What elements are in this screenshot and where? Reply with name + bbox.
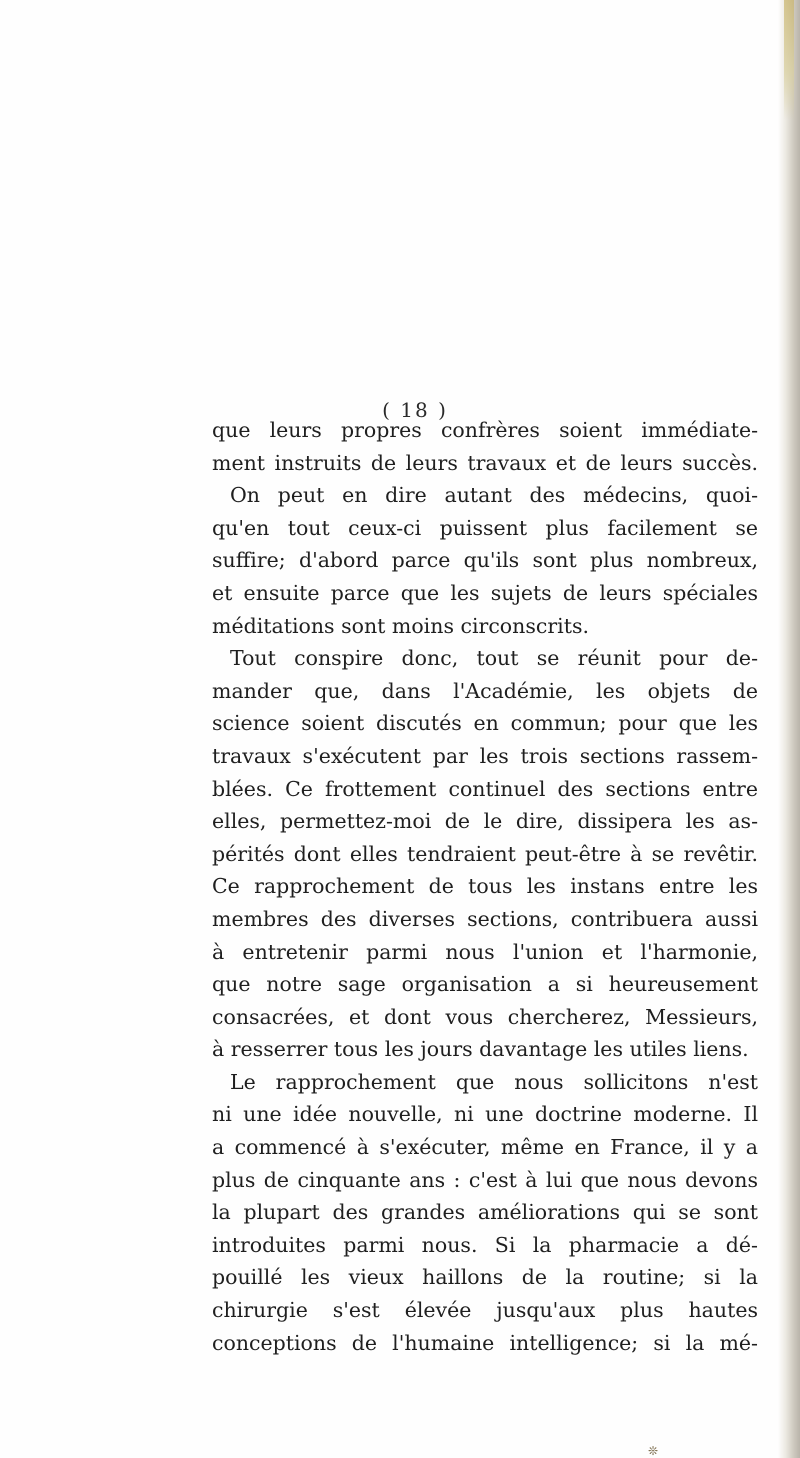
text-line: ni une idée nouvelle, ni une doctrine moderne. Il (212, 1102, 758, 1127)
text-line: et ensuite parce que les sujets de leurs spéciales (212, 580, 758, 605)
text-line: On peut en dire autant des médecins, quoi- (230, 483, 758, 508)
text-line: à resserrer tous les jours davantage les utiles liens. (212, 1037, 749, 1062)
text-line: Le rapprochement que nous sollicitons n'est (230, 1069, 758, 1094)
text-line: introduites parmi nous. Si la pharmacie a dé- (212, 1232, 758, 1257)
text-line: membres des diverses sections, contribuera aussi (212, 906, 758, 931)
text-line: travaux s'exécutent par les trois sections rassem- (212, 743, 758, 768)
text-line: Ce rapprochement de tous les instans entre les (212, 874, 758, 899)
text-line: Tout conspire donc, tout se réunit pour de- (230, 646, 758, 671)
text-line: méditations sont moins circonscrits. (212, 613, 589, 638)
text-line: que notre sage organisation a si heureusement (212, 972, 758, 997)
ink-speck: ❊ (648, 1444, 659, 1458)
text-line: chirurgie s'est élevée jusqu'aux plus hautes (212, 1298, 758, 1323)
text-line: pouillé les vieux haillons de la routine; si la (212, 1265, 758, 1290)
text-line: suffire; d'abord parce qu'ils sont plus nombreux, (212, 548, 758, 573)
body-text (212, 414, 758, 1359)
text-line: plus de cinquante ans : c'est à lui que nous devons (212, 1167, 758, 1192)
text-line: a commencé à s'exécuter, même en France, il y a (212, 1135, 758, 1160)
text-line: consacrées, et dont vous chercherez, Messieurs, (212, 1004, 758, 1029)
text-line: mander que, dans l'Académie, les objets de (212, 678, 758, 703)
text-line: la plupart des grandes améliorations qui se sont (212, 1200, 758, 1225)
text-line: qu'en tout ceux-ci puissent plus facilement se (212, 515, 758, 540)
text-line: blées. Ce frottement continuel des sections entre (212, 776, 758, 801)
text-line: à entretenir parmi nous l'union et l'harmonie, (212, 939, 758, 964)
text-line: conceptions de l'humaine intelligence; si la mé- (212, 1330, 758, 1355)
text-line: science soient discutés en commun; pour que les (212, 711, 758, 736)
text-line: que leurs propres confrères soient immédiate- (212, 418, 758, 442)
page-edge-shadow (778, 0, 800, 1458)
page-edge-stain (784, 0, 794, 120)
text-line: elles, permettez-moi de le dire, dissipera les as- (212, 809, 758, 834)
text-line: ment instruits de leurs travaux et de leurs succès. (212, 450, 758, 475)
page-number-text: ( 18 ) (382, 398, 448, 422)
text-line: pérités dont elles tendraient peut-être à se revêtir. (212, 841, 758, 866)
